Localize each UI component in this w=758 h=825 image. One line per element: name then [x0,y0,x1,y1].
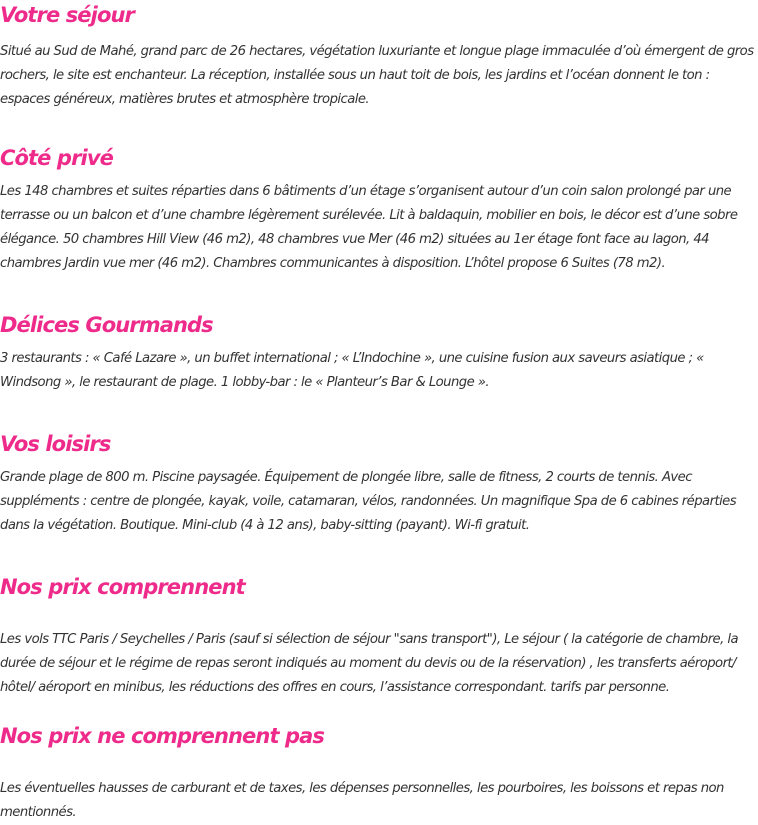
section-text: Grande plage de 800 m. Piscine paysagée. Équipement de plongée libre, salle de fitness, 2 courts de tennis. Avec suppléments : centre de plongée, kayak, voile, catamaran, vélos, randonnées. Un magnifique Spa de 6 cabines réparties dans la végétation. Boutique. Mini-club (4 à 12 ans), baby-sitting (payant). Wi-fi gratuit. [0,470,737,533]
section-title: Nos prix comprennent [0,575,245,599]
section-cote-prive [0,144,758,276]
section-nos-prix-comprennent [0,573,758,700]
section-delices-gourmands [0,311,758,395]
section-title: Délices Gourmands [0,313,213,337]
section-text: Situé au Sud de Mahé, grand parc de 26 hectares, végétation luxuriante et longue plage immaculée d’où émergent de gros rochers, le site est enchanteur. La réception, installée sous un haut toit de bois, les jardins et l’océan donnent le ton : espaces généreux, matières brutes et atmosphère tropicale. [0,44,754,107]
section-votre-sejour [0,1,758,112]
section-text: Les 148 chambres et suites réparties dans 6 bâtiments d’un étage s’organisent autour d’un coin salon prolongé par une terrasse ou un balcon et d’une chambre légèrement surélevée. Lit à baldaquin, mobilier en bois, le décor est d’une sobre élégance. 50 chambres Hill View (46 m2), 48 chambres vue Mer (46 m2) situées au 1er étage font face au lagon, 44 chambres Jardin vue mer (46 m2). Chambres communicantes à disposition. L’hôtel propose 6 Suites (78 m2). [0,184,738,271]
section-title: Nos prix ne comprennent pas [0,724,324,748]
section-title: Vos loisirs [0,432,111,456]
section-title: Votre séjour [0,3,134,27]
section-title: Côté privé [0,146,113,170]
section-text: Les vols TTC Paris / Seychelles / Paris (sauf si sélection de séjour "sans transport"), Le séjour ( la catégorie de chambre, la durée de séjour et le régime de repas seront indiqués au moment du devis ou de la réservation) , les transferts aéroport/ hôtel/ aéroport en minibus, les réductions des offres en cours, l’assistance correspondant. tarifs par personne. [0,632,739,695]
section-nos-prix-ne-comprennent-pas [0,722,758,825]
section-vos-loisirs [0,430,758,538]
section-text: 3 restaurants : « Café Lazare », un buffet international ; « L’Indochine », une cuisine fusion aux saveurs asiatique ; « Windsong », le restaurant de plage. 1 lobby-bar : le « Planteur’s Bar & Lounge ». [0,351,704,390]
section-text: Les éventuelles hausses de carburant et de taxes, les dépenses personnelles, les pourboires, les boissons et repas non mentionnés. [0,781,724,820]
